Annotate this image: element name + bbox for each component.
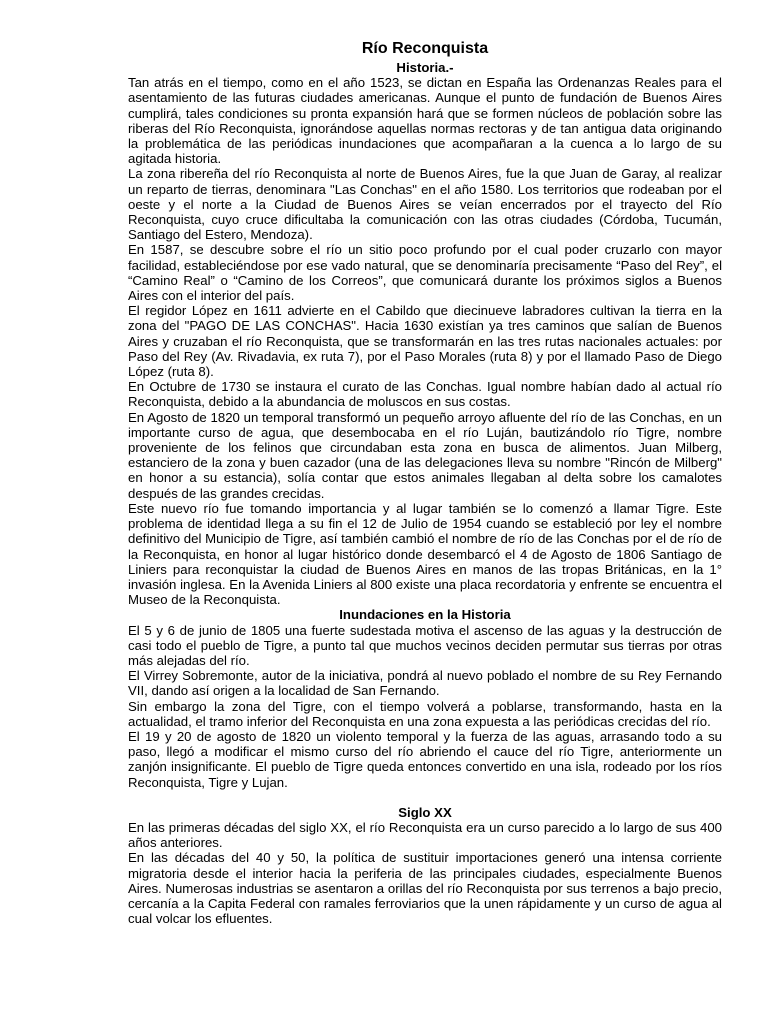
section-heading: Historia.-: [396, 60, 454, 75]
section-siglo-xx: [128, 805, 722, 927]
paragraph: Sin embargo la zona del Tigre, con el tiempo volverá a poblarse, transformando, hasta en la actualidad, el tramo inferior del Reconquista en una zona expuesta a las periódicas crecidas del río.: [128, 698, 722, 729]
section-heading: Siglo XX: [398, 804, 452, 820]
paragraph: En las décadas del 40 y 50, la política de sustituir importaciones generó una intensa corriente migratoria desde el interior hacia la periferia de las principales ciudades, especialmente Buenos Aires. Numerosas industrias se asentaron a orillas del río Reconquista por sus terrenos a bajo precio, cercanía a la Capita Federal con ramales ferroviarios que la unen rápidamente y un curso de agua al cual volcar los efluentes.: [128, 850, 722, 927]
section-inundaciones: [128, 607, 722, 789]
paragraph: El regidor López en 1611 advierte en el Cabildo que diecinueve labradores cultivan la tierra en la zona del "PAGO DE LAS CONCHAS". Hacia 1630 existían ya tres caminos que salían de Buenos Aires y cruzaban el río Reconquista, que se transformarán en las tres rutas nacionales actuales: por Paso del Rey (Av. Rivadavia, ex ruta 7), por el Paso Morales (ruta 8) y por el llamado Paso de Diego López (ruta 8).: [128, 303, 722, 380]
paragraph: Tan atrás en el tiempo, como en el año 1523, se dictan en España las Ordenanzas Reales para el asentamiento de las futuras ciudades americanas. Aunque el punto de fundación de Buenos Aires cumplirá, tales condiciones su pronta expansión hará que se formen núcleos de población sobre las riberas del Río Reconquista, ignorándose aquellas normas rectoras y de tan antigua data originando la problemática de las periódicas inundaciones que acompañaran a la cuenca a lo largo de su agitada historia.: [128, 75, 722, 167]
section-historia: [128, 60, 722, 607]
paragraph: En las primeras décadas del siglo XX, el río Reconquista era un curso parecido a lo largo de sus 400 años anteriores.: [128, 819, 722, 851]
paragraph: El 19 y 20 de agosto de 1820 un violento temporal y la fuerza de las aguas, arrasando todo a su paso, llegó a modificar el mismo curso del río abriendo el cauce del río Tigre, anteriormente un zanjón insignificante. El pueblo de Tigre queda entonces convertido en una isla, rodeado por los ríos Reconquista, Tigre y Lujan.: [128, 728, 722, 790]
section-heading: Inundaciones en la Historia: [339, 607, 511, 623]
paragraph: La zona ribereña del río Reconquista al norte de Buenos Aires, fue la que Juan de Garay, al realizar un reparto de tierras, denominara "Las Conchas" en el año 1580. Los territorios que rodeaban por el oeste y el norte a la Ciudad de Buenos Aires se veían encerrados por el trayecto del Río Reconquista, cuyo cruce dificultaba la comunicación con las otras ciudades (Córdoba, Tucumán, Santiago del Estero, Mendoza).: [128, 166, 722, 243]
paragraph: El 5 y 6 de junio de 1805 una fuerte sudestada motiva el ascenso de las aguas y la destrucción de casi todo el pueblo de Tigre, a punto tal que muchos vecinos deciden permutar sus tierras por otras más alejadas del río.: [128, 622, 722, 668]
document-title: Río Reconquista: [361, 40, 489, 57]
paragraph: En Agosto de 1820 un temporal transformó un pequeño arroyo afluente del río de las Conchas, en un importante curso de agua, que desembocaba en el río Luján, bautizándolo río Tigre, nombre proveniente de los felinos que circundaban esta zona en busca de alimentos. Juan Milberg, estanciero de la zona y buen cazador (una de las delegaciones lleva su nombre "Rincón de Milberg" en honor a su estancia), solía contar que estos animales llegaban al delta sobre los camalotes después de las grandes crecidas.: [128, 409, 722, 501]
paragraph: En 1587, se descubre sobre el río un sitio poco profundo por el cual poder cruzarlo con mayor facilidad, estableciéndose por ese vado natural, que se denominaría precisamente “Paso del Rey”, el “Camino Real” o “Camino de los Correos”, que comunicará durante los próximos siglos a Buenos Aires con el interior del país.: [128, 242, 722, 304]
paragraph: En Octubre de 1730 se instaura el curato de las Conchas. Igual nombre habían dado al actual río Reconquista, debido a la abundancia de moluscos en sus costas.: [128, 379, 722, 410]
paragraph: Este nuevo río fue tomando importancia y al lugar también se lo comenzó a llamar Tigre. Este problema de identidad llega a su fin el 12 de Julio de 1954 cuando se estableció por ley el nombre definitivo del Municipio de Tigre, así también cambió el nombre de río de las Conchas por el de río de la Reconquista, en honor al lugar histórico donde desembarcó el 4 de Agosto de 1806 Santiago de Liniers para reconquistar la ciudad de Buenos Aires en manos de las tropas Británicas, en la 1° invasión inglesa. En la Avenida Liniers al 800 existe una placa recordatoria y enfrente se encuentra el Museo de la Reconquista.: [128, 500, 722, 608]
paragraph: El Virrey Sobremonte, autor de la iniciativa, pondrá al nuevo poblado el nombre de su Rey Fernando VII, dando así origen a la localidad de San Fernando.: [128, 668, 722, 699]
